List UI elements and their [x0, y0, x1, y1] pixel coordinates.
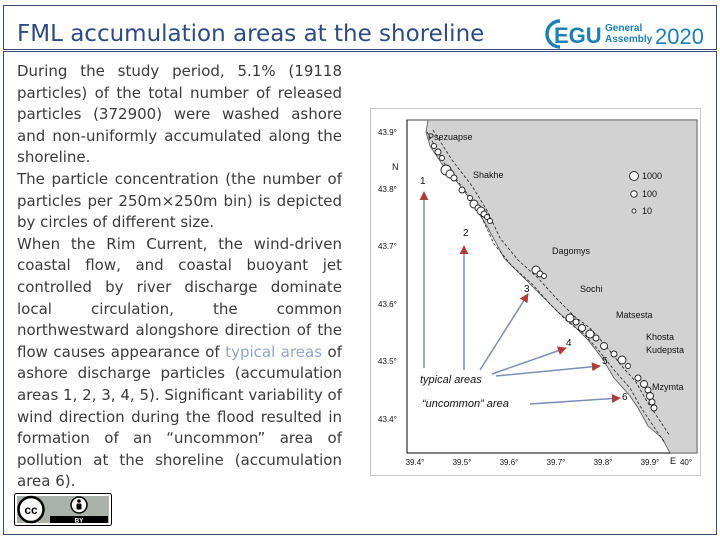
lon-tick: 39.8°: [593, 458, 613, 467]
legend-circle-1000: [630, 172, 639, 181]
accumulation-circle: [611, 351, 617, 357]
lon-tick: 40°: [679, 458, 693, 467]
accumulation-circle: [651, 405, 657, 411]
lat-tick: 43.5°: [378, 357, 397, 366]
legend-circle-100: [631, 191, 637, 197]
place-sochi: Sochi: [580, 284, 603, 294]
by-label: BY: [74, 517, 84, 525]
legend-label-100: 100: [642, 189, 658, 199]
cc-icon: [19, 497, 44, 522]
annotation-uncommon-area: “uncommon” area: [422, 398, 509, 410]
attribution-icon: [71, 497, 87, 513]
accumulation-circle: [647, 393, 654, 400]
lat-tick: 43.4°: [378, 415, 397, 424]
accumulation-circle: [468, 196, 473, 201]
lat-tick: 43.7°: [378, 242, 397, 251]
logo-brand: EGU: [554, 23, 602, 48]
highlight-typical: typical: [225, 342, 276, 361]
north-label: N: [392, 162, 399, 172]
paragraph-2: The particle concentration (the number of particles per 250m×250m bin) is depicted by circles of different size.: [17, 169, 342, 232]
accumulation-circle: [542, 274, 547, 279]
accumulation-circle: [488, 219, 493, 224]
lon-tick: 39.4°: [405, 458, 425, 467]
paragraph-3-part-a: When the Rim Current, the wind-driven coastal flow, and coastal buoyant jet controlled by river discharge dominate local circulation, the common northwestward alongshore direction of the flow causes appearance of: [17, 234, 342, 361]
egu-logo: [544, 17, 716, 51]
area-number-4: 4: [566, 338, 572, 349]
area-number-5: 5: [602, 356, 608, 367]
accumulation-circle: [626, 364, 631, 369]
accumulation-map: [370, 108, 701, 476]
body-text: [17, 61, 342, 493]
logo-line2: Assembly: [605, 34, 653, 45]
accumulation-circle: [432, 144, 437, 149]
accumulation-circle: [593, 335, 599, 341]
lat-tick: 43.8°: [378, 185, 397, 194]
place-psezuapse: Psezuapse: [428, 132, 473, 142]
accumulation-circle: [579, 325, 586, 332]
lon-tick: 39.5°: [452, 458, 472, 467]
title-bar: [3, 5, 717, 50]
highlight-areas: areas: [280, 342, 323, 361]
accumulation-circle: [635, 375, 641, 381]
lon-tick: 39.9°: [640, 458, 660, 467]
page-title: FML accumulation areas at the shoreline: [17, 21, 485, 47]
lon-tick: 39.7°: [546, 458, 566, 467]
accumulation-circle: [601, 343, 608, 350]
accumulation-circle: [435, 149, 441, 155]
accumulation-circle: [459, 187, 465, 193]
accumulation-circle: [618, 356, 626, 364]
logo-line1: General: [605, 23, 643, 34]
place-shakhe: Shakhe: [473, 170, 504, 180]
legend-label-1000: 1000: [642, 171, 663, 181]
area-number-1: 1: [420, 176, 426, 187]
lat-tick: 43.9°: [378, 128, 397, 137]
legend-label-10: 10: [642, 206, 653, 216]
east-label: E: [670, 456, 677, 466]
legend-circle-10: [632, 209, 636, 213]
lon-tick: 39.6°: [499, 458, 519, 467]
logo-year: 2020: [655, 24, 704, 49]
cc-label: cc: [24, 503, 38, 517]
place-khosta: Khosta: [646, 332, 675, 342]
cc-by-license-badge[interactable]: [14, 493, 112, 526]
place-kudepsta: Kudepsta: [646, 345, 685, 355]
accumulation-circle: [641, 381, 648, 388]
area-number-3: 3: [524, 284, 530, 295]
paragraph-3: [17, 234, 342, 493]
accumulation-circle: [573, 319, 579, 325]
accumulation-circle: [451, 175, 457, 181]
accumulation-circle: [440, 156, 445, 161]
area-number-6: 6: [622, 392, 628, 403]
place-dagomys: Dagomys: [552, 246, 591, 256]
lat-tick: 43.6°: [378, 300, 397, 309]
paragraph-1: During the study period, 5.1% (19118 particles) of the total number of released particles (372900) were washed ashore and non-uniformly accumulated along the shoreline.: [17, 62, 342, 167]
paragraph-3-part-c: of ashore discharge particles (accumulation areas 1, 2, 3, 4, 5). Significant variability of wind direction during the flood resulted in formation of an “uncommon” area of pollution at the shoreline (accumulation area 6).: [17, 342, 342, 491]
annotation-typical-areas: typical areas: [420, 374, 482, 386]
area-number-2: 2: [463, 228, 469, 239]
accumulation-circle: [649, 399, 655, 405]
place-mzymta: Mzymta: [652, 382, 684, 392]
place-matsesta: Matsesta: [616, 310, 653, 320]
